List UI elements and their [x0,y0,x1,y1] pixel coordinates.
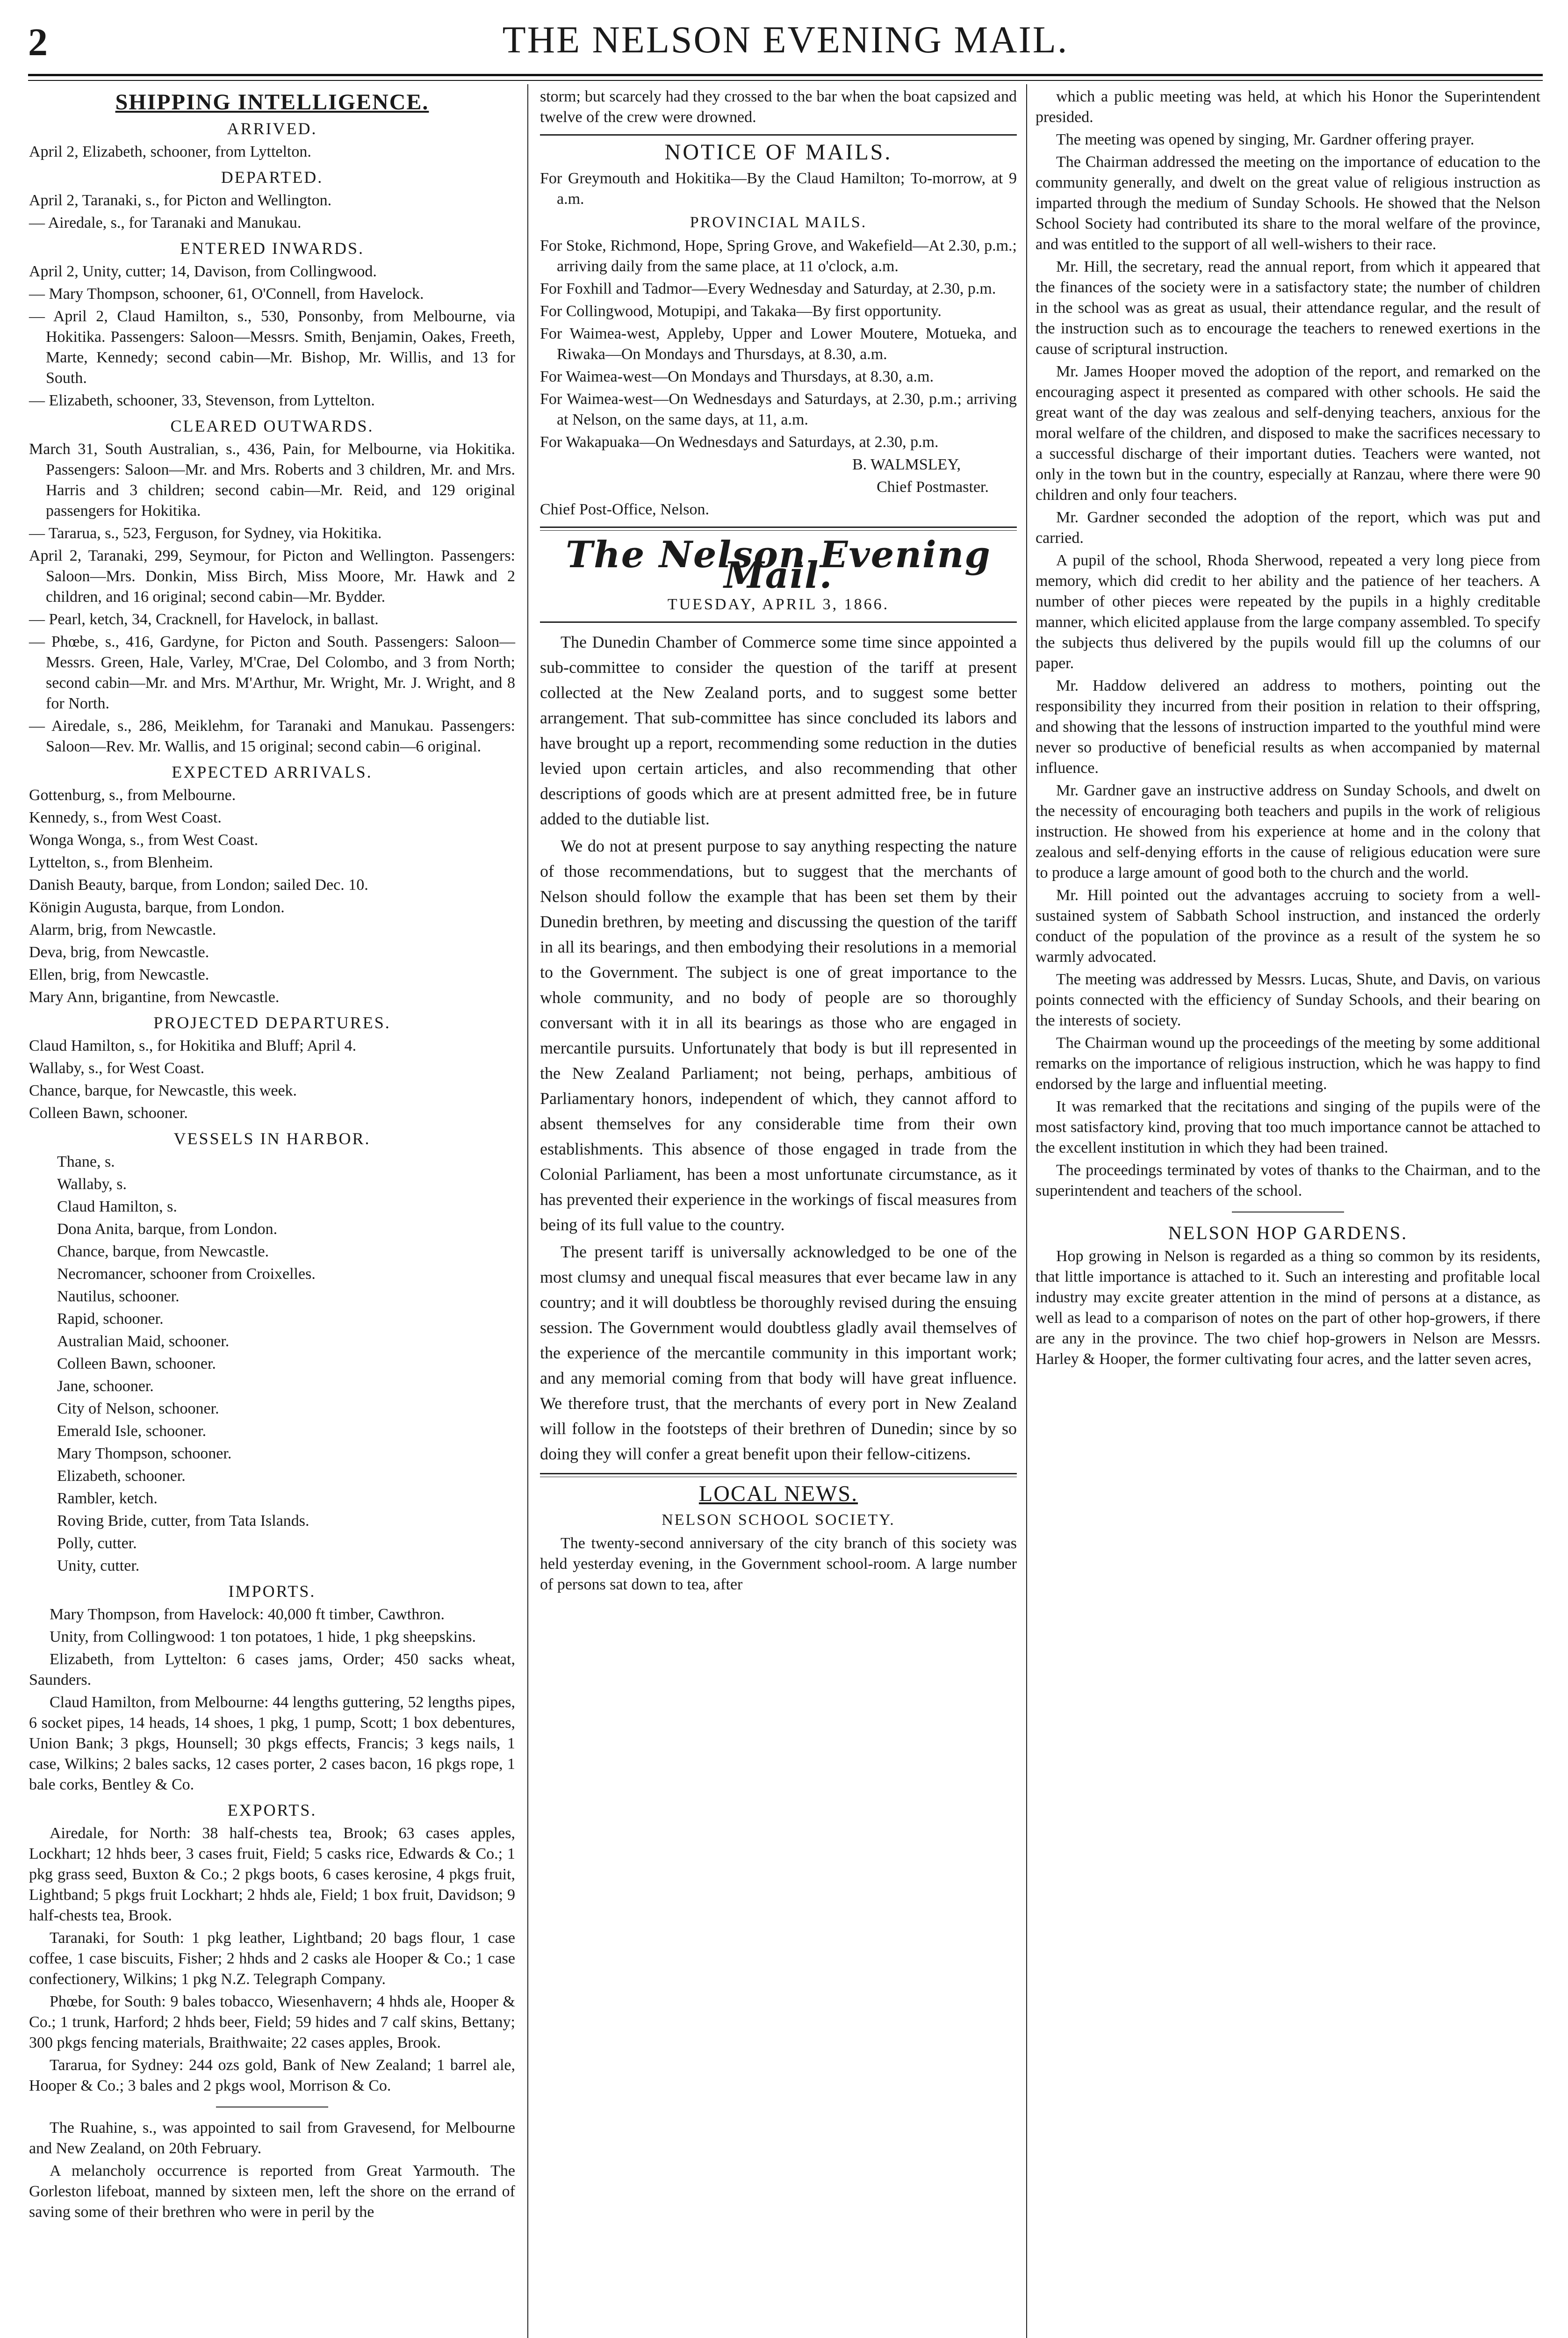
imports-list-item: Claud Hamilton, from Melbourne: 44 lengths guttering, 52 lengths pipes, 6 socket pipes, 14 heads, 14 shoes, 1 pkg, 1 pump, Scott; 1 box debentures, Union Bank; 3 pkgs, Hounsell; 30 pkgs effects, Francis; 3 kegs nails, 1 case, Wilkins; 2 bales sacks, 12 cases porter, 2 cases bacon, 16 pkgs rope, 1 bale corks, Bentley & Co. [29,1694,515,1793]
expected-list-item: Danish Beauty, barque, from London; sailed Dec. 10. [29,876,368,894]
divider [540,527,1017,531]
column-local-news [1036,87,1540,1371]
page-number: 2 [28,21,48,64]
school-society-report-item: Mr. James Hooper moved the adoption of the report, and remarked on the encouraging aspect it presented as compared with other schools. He said the great want of the day was zealous and self-denying teachers, anxious for the moral welfare of the children, and disposed to make the sacrifices necessary to a successful discharge of their important duties. Teachers were wanted, not only in the town but in the country, especially at Ranzau, where there were 90 children and only four teachers. [1036,363,1540,504]
expected-list [29,785,515,1008]
projected-list [29,1036,515,1124]
departed-list-item: — Airedale, s., for Taranaki and Manukau. [29,214,302,231]
divider [540,621,1017,623]
entered-list-item: — Elizabeth, schooner, 33, Stevenson, from Lyttelton. [29,392,375,409]
entered-list [29,261,515,411]
provincial-list-item: For Waimea-west—On Mondays and Thursdays, at 8.30, a.m. [540,368,934,385]
harbor-list-item: Jane, schooner. [57,1378,154,1395]
harbor-list-item: Nautilus, schooner. [57,1288,180,1305]
school-society-report-item: The meeting was addressed by Messrs. Lucas, Shute, and Davis, on various points connected with the efficiency of Sunday Schools, and their bearing on the interests of society. [1036,971,1540,1029]
projected-list-item: Claud Hamilton, s., for Hokitika and Bluff; April 4. [29,1037,357,1054]
arrived-list [29,142,515,162]
provincial-list-item: For Waimea-west—On Wednesdays and Saturdays, at 2.30, p.m.; arriving at Nelson, on the same days, at 11, a.m. [540,390,1017,428]
provincial-list-item: For Stoke, Richmond, Hope, Spring Grove, and Wakefield—At 2.30, p.m.; arriving daily from the same place, at 11 o'clock, a.m. [540,237,1017,275]
harbor-list-item: Polly, cutter. [57,1535,137,1552]
cleared-list-item: — Tararua, s., 523, Ferguson, for Sydney, via Hokitika. [29,525,382,542]
school-society-heading: NELSON SCHOOL SOCIETY. [662,1511,895,1529]
harbor-list-item: Dona Anita, barque, from London. [57,1220,278,1238]
cleared-list-item: — Pearl, ketch, 34, Cracknell, for Havelock, in ballast. [29,611,379,628]
column-shipping [29,87,515,2224]
signature-office: Chief Post-Office, Nelson. [540,501,709,518]
provincial-heading: PROVINCIAL MAILS. [690,214,867,231]
editorial-text-item: The present tariff is universally acknowledged to be one of the most clumsy and unequal fiscal measures that ever became law in any country; and it will doubtless be thoroughly revised during the ensuing session. The Government would doubtless gladly avail themselves of the experience of the mercantile community in this important work; and any memorial coming from that body will have great influence. We therefore trust, that the merchants of every port in New Zealand will follow in the footsteps of their brethren of Dunedin; since by so doing they will confer a great benefit upon their fellow-citizens. [540,1242,1017,1463]
local-news-title: LOCAL NEWS. [698,1481,858,1506]
signature-title: Chief Postmaster. [877,478,989,496]
divider [540,134,1017,136]
entered-list-item: — April 2, Claud Hamilton, s., 530, Ponsonby, from Melbourne, via Hokitika. Passengers: Saloon—Messrs. Smith, Benjamin, Oakes, Freeth, Marte, Kennedy; second cabin—Mr. Bishop, Mr. Willis, and 13 for South. [29,308,515,387]
imports-heading: IMPORTS. [228,1582,316,1601]
harbor-heading: VESSELS IN HARBOR. [173,1129,371,1148]
mails-intro: For Greymouth and Hokitika—By the Claud Hamilton; To-morrow, at 9 a.m. [540,170,1017,208]
school-society-report-item: The proceedings terminated by votes of thanks to the Chairman, and to the superintendent and teachers of the school. [1036,1162,1540,1199]
imports-list [29,1604,515,1795]
paper-title: THE NELSON EVENING MAIL. [502,18,1069,61]
provincial-list-item: For Waimea-west, Appleby, Upper and Lower Moutere, Motueka, and Riwaka—On Mondays and Thursdays, at 8.30, a.m. [540,325,1017,363]
provincial-list-item: For Collingwood, Motupipi, and Takaka—By first opportunity. [540,303,942,320]
imports-list-item: Mary Thompson, from Havelock: 40,000 ft timber, Cawthron. [50,1606,445,1623]
hop-gardens-text: Hop growing in Nelson is regarded as a thing so common by its residents, that little importance is attached to it. Such an interesting and profitable local industry may excite greater attention in the mind of persons at a distance, as well as lead to a comparison of notes on the part of other hop-growers, if there are any in the province. The two chief hop-growers in Nelson are Messrs. Harley & Hooper, the former cultivating four acres, and the latter seven acres, [1036,1248,1540,1368]
harbor-list-item: Colleen Bawn, schooner. [57,1355,216,1372]
cleared-list-item: — Phœbe, s., 416, Gardyne, for Picton and South. Passengers: Saloon—Messrs. Green, Hale, Varley, M'Crae, Del Colombo, and 3 from North; second cabin—Mr. and Mrs. M'Arthur, Mr. Wright, Mr. J. Wright, and 8 for North. [29,633,515,712]
signature-name: B. WALMSLEY, [852,456,961,473]
exports-heading: EXPORTS. [227,1801,317,1819]
editorial-text-item: The Dunedin Chamber of Commerce some time since appointed a sub-committee to consider the question of the tariff at present collected at the New Zealand ports, and to suggest some better arrangement. That sub-committee has since concluded its labors and have brought up a report, recommending some reduction in the duties levied upon certain articles, and also recommending that other descriptions of goods which are at present admitted free, be in future added to the dutiable list. [540,633,1017,828]
expected-list-item: Lyttelton, s., from Blenheim. [29,854,213,871]
school-society-report-item: The meeting was opened by singing, Mr. Gardner offering prayer. [1056,131,1474,148]
column-rule [527,84,528,2338]
imports-list-item: Elizabeth, from Lyttelton: 6 cases jams, Order; 450 sacks wheat, Saunders. [29,1651,515,1689]
departed-heading: DEPARTED. [221,168,324,187]
departed-list-item: April 2, Taranaki, s., for Picton and Wellington. [29,192,332,209]
projected-list-item: Wallaby, s., for West Coast. [29,1060,205,1077]
school-society-report-item: Mr. Gardner seconded the adoption of the report, which was put and carried. [1036,509,1540,547]
harbor-list-item: Unity, cutter. [57,1557,140,1574]
shipping-title: SHIPPING INTELLIGENCE. [115,90,429,115]
hop-gardens-heading: NELSON HOP GARDENS. [1168,1222,1408,1243]
cleared-list-item: April 2, Taranaki, 299, Seymour, for Picton and Wellington. Passengers: Saloon—Mrs. Donkin, Miss Birch, Miss Moore, Mr. Hawk and 2 children, and 16 original; second cabin—Mr. Bydder. [29,547,515,606]
provincial-list-item: For Wakapuaka—On Wednesdays and Saturdays, at 2.30, p.m. [540,433,939,451]
expected-list-item: Wonga Wonga, s., from West Coast. [29,831,259,849]
harbor-list-item: Australian Maid, schooner. [57,1333,230,1350]
expected-list-item: Deva, brig, from Newcastle. [29,944,209,961]
provincial-list-item: For Foxhill and Tadmor—Every Wednesday and Saturday, at 2.30, p.m. [540,280,996,297]
expected-heading: EXPECTED ARRIVALS. [172,763,373,781]
expected-list-item: Kennedy, s., from West Coast. [29,809,222,826]
cleared-heading: CLEARED OUTWARDS. [170,417,374,435]
masthead-rule [28,74,1543,81]
harbor-list-item: City of Nelson, schooner. [57,1400,219,1417]
shipping-notes-item: A melancholy occurrence is reported from Great Yarmouth. The Gorleston lifeboat, manned by sixteen men, left the shore on the errand of saving some of their brethren who were in peril by the [29,2162,515,2221]
dateline: TUESDAY, APRIL 3, 1866. [667,596,890,613]
shipping-notes-item: The Ruahine, s., was appointed to sail from Gravesend, for Melbourne and New Zealand, on 20th February. [29,2119,515,2157]
shipping-notes [29,2118,515,2223]
harbor-list-item: Elizabeth, schooner. [57,1467,186,1485]
school-society-report-item: which a public meeting was held, at which his Honor the Superintendent presided. [1036,88,1540,126]
arrived-heading: ARRIVED. [227,119,317,138]
entered-list-item: — Mary Thompson, schooner, 61, O'Connell, from Havelock. [29,285,424,303]
harbor-list-item: Emerald Isle, schooner. [57,1422,207,1440]
imports-list-item: Unity, from Collingwood: 1 ton potatoes, 1 hide, 1 pkg sheepskins. [50,1628,476,1645]
school-society-report-item: It was remarked that the recitations and singing of the pupils were of the most satisfactory kind, proving that too much importance cannot be attached to the excellent institution in which they had been trained. [1036,1098,1540,1156]
cleared-list-item: — Airedale, s., 286, Meiklehm, for Taranaki and Manukau. Passengers: Saloon—Rev. Mr. Wallis, and 15 original; second cabin—6 original. [29,717,515,755]
harbor-list-item: Necromancer, schooner from Croixelles. [57,1265,316,1283]
departed-list [29,190,515,233]
harbor-list-item: Chance, barque, from Newcastle. [57,1243,269,1260]
mails-title: NOTICE OF MAILS. [664,140,892,165]
projected-list-item: Chance, barque, for Newcastle, this week. [29,1082,297,1099]
school-society-report-item: A pupil of the school, Rhoda Sherwood, repeated a very long piece from memory, which did credit to her ability and the patience of her teachers. A number of other pieces were repeated by the pupils in a highly creditable manner, which elicited applause from the large company assembled. To specify the subjects thus delivered by the pupils would fill up the columns of our paper. [1036,552,1540,672]
harbor-list-item: Rambler, ketch. [57,1490,158,1507]
projected-heading: PROJECTED DEPARTURES. [153,1013,391,1032]
column-mails-editorial [540,87,1017,1597]
projected-list-item: Colleen Bawn, schooner. [29,1104,188,1122]
harbor-list-item: Mary Thompson, schooner. [57,1445,232,1462]
harbor-list-item: Thane, s. [57,1153,115,1170]
exports-list [29,1823,515,2096]
school-society-report-item: Mr. Hill, the secretary, read the annual report, from which it appeared that the finances of the society were in a satisfactory state; the number of children in the school was as great as usual, their attendance regular, and the result of the instruction such as to encourage the teachers to renewed exertions in the cause of scriptural instruction. [1036,258,1540,358]
school-society-report [1036,87,1540,1201]
school-society-report-item: The Chairman wound up the proceedings of the meeting by some additional remarks on the importance of religious instruction, which he was happy to find endorsed by the large and influential meeting. [1036,1034,1540,1093]
continued-text: storm; but scarcely had they crossed to the bar when the boat capsized and twelve of the crew were drowned. [540,88,1017,126]
entered-heading: ENTERED INWARDS. [180,239,364,258]
exports-list-item: Taranaki, for South: 1 pkg leather, Lightband; 20 bags flour, 1 case coffee, 1 case biscuits, Fisher; 2 hhds and 2 casks ale Hooper & Co.; 1 case confectionery, Wilkins; 1 pkg N.Z. Telegraph Company. [29,1929,515,1988]
harbor-list [29,1152,515,1576]
exports-list-item: Tararua, for Sydney: 244 ozs gold, Bank of New Zealand; 1 barrel ale, Hooper & Co.; 3 bales and 2 pkgs wool, Morrison & Co. [29,2057,515,2094]
cleared-list-item: March 31, South Australian, s., 436, Pain, for Melbourne, via Hokitika. Passengers: Saloon—Mr. and Mrs. Roberts and 3 children, Mr. and Mrs. Harris and 3 children; second cabin—Mr. Reid, and 129 original passengers for Hokitika. [29,440,515,520]
harbor-list-item: Rapid, schooner. [57,1310,164,1328]
expected-list-item: Königin Augusta, barque, from London. [29,899,285,916]
expected-list-item: Alarm, brig, from Newcastle. [29,921,216,938]
school-society-intro: The twenty-second anniversary of the city branch of this society was held yesterday evening, in the Government school-room. A large number of persons sat down to tea, after [540,1535,1017,1593]
editorial-masthead: The Nelson Evening Mail. [566,534,991,597]
entered-list-item: April 2, Unity, cutter; 14, Davison, from Collingwood. [29,263,377,280]
school-society-report-item: Mr. Gardner gave an instructive address on Sunday Schools, and dwelt on the necessity of encouraging both teachers and pupils in the work of religious instruction. He showed from his experience at home and in the colony that zealous and self-denying efforts in the cause of religious education were sure to produce a large amount of good both to the church and the world. [1036,782,1540,881]
cleared-list [29,439,515,757]
expected-list-item: Gottenburg, s., from Melbourne. [29,787,236,804]
arrived-list-item: April 2, Elizabeth, schooner, from Lyttelton. [29,143,311,160]
expected-list-item: Mary Ann, brigantine, from Newcastle. [29,989,280,1006]
harbor-list-item: Wallaby, s. [57,1176,127,1193]
editorial-text-item: We do not at present purpose to say anything respecting the nature of those recommendations, but to suggest that the merchants of Nelson should follow the example that has been set them by their Dunedin brethren, by meeting and discussing the question of the tariff in all its bearings, and then embodying their resolutions in a memorial to the Government. The subject is one of great importance to the whole community, and no body of people are so thoroughly conversant with it in all its bearings as those who are engaged in mercantile pursuits. Unfortunately that body is but ill represented in the New Zealand Parliament; not being, perhaps, ambitious of Parliamentary honors, independent of which, they cannot afford to absent themselves for any considerable time from their own establishments. This absence of those engaged in trade from the Colonial Parliament, has been a most unfortunate circumstance, as it has prevented their experience in the workings of fiscal measures from being of its full value to the country. [540,837,1017,1234]
expected-list-item: Ellen, brig, from Newcastle. [29,966,209,983]
school-society-report-item: Mr. Hill pointed out the advantages accruing to society from a well-sustained system of Sabbath School instruction, and instanced the orderly conduct of the population of the province as a result of the system he so warmly advocated. [1036,887,1540,966]
harbor-list-item: Roving Bride, cutter, from Tata Islands. [57,1512,309,1530]
exports-list-item: Airedale, for North: 38 half-chests tea, Brook; 63 cases apples, Lockhart; 12 hhds beer, 3 cases fruit, Field; 5 casks rice, Edwards & Co.; 1 pkg grass seed, Buxton & Co.; 2 pkgs boots, 6 cases kerosine, 4 pkgs fruit, Lightband; 5 pkgs fruit Lockhart; 2 hhds ale, Field; 1 box fruit, Davidson; 9 half-chests tea, Brook. [29,1825,515,1924]
harbor-list-item: Claud Hamilton, s. [57,1198,177,1215]
editorial-text [540,629,1017,1466]
provincial-list [540,236,1017,453]
exports-list-item: Phœbe, for South: 9 bales tobacco, Wiesenhavern; 4 hhds ale, Hooper & Co.; 1 trunk, Harford; 2 hhds beer, Field; 59 hides and 7 calf skins, Bettany; 300 pkgs fencing materials, Braithwaite; 22 cases apples, Brook. [29,1993,515,2051]
masthead [28,13,1543,74]
column-rule [1026,84,1027,2338]
divider [540,1473,1017,1477]
school-society-report-item: The Chairman addressed the meeting on the importance of education to the community generally, and dwelt on the great value of religious instruction as imparted through the medium of Sunday Schools. He showed that the Nelson School Society had contributed its share to the moral welfare of the province, and was entitled to the support of all well-wishers to their race. [1036,153,1540,253]
school-society-report-item: Mr. Haddow delivered an address to mothers, pointing out the responsibility they incurred from their position in relation to their offspring, and showing that the lessons of instruction imparted to the youthful mind were never so productive of beneficial results as when accompanied by maternal influence. [1036,677,1540,777]
